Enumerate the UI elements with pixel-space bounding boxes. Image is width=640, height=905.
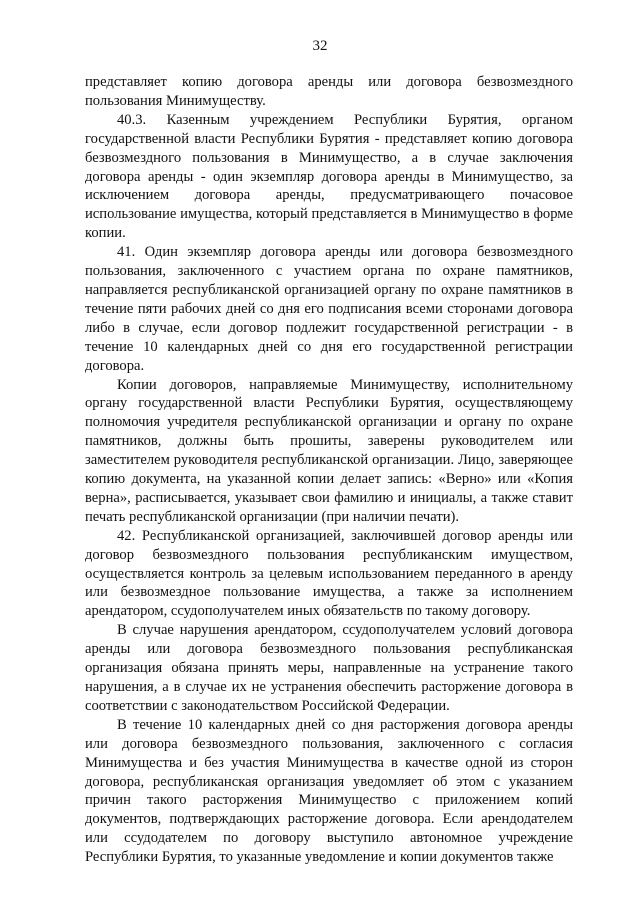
paragraph-clause-41: 41. Один экземпляр договора аренды или договора безвозмездного пользования, заключенного с участием органа по охране памятников, направляется республиканской организацией органу по охране памятников в течение пяти рабочих дней со дня его подписания всеми сторонами договора либо в случае, если договор подлежит государственной регистрации - в течение 10 календарных дней со дня его государственной регистрации договора. [85,244,573,374]
paragraph-clause-40-3: 40.3. Казенным учреждением Республики Бурятия, органом государственной власти Республики Бурятия - представляет копию договора безвозмездного пользования в Минимущество, а в случае заключения договора аренды - один экземпляр договора аренды в Минимущество, за исключением договора аренды, предусматривающего почасовое использование имущества, который представляется в Минимущество в форме копии. [85,111,573,242]
paragraph-copies-certification: Копии договоров, направляемые Минимуществу, исполнительному органу государственной власти Республики Бурятия, осуществляющему полномочия учредителя республиканской организации и органу по охране памятников, должны быть прошиты, заверены руководителем или заместителем руководителя республиканской организации. Лицо, заверяющее копию документа, на указанной копии делает запись: «Верно» или «Копия верна», расписывается, указывает свои фамилию и инициалы, а также ставит печать республиканской организации (при наличии печати). [85,376,573,525]
document-body [85,73,573,867]
paragraph-clause-42: 42. Республиканской организацией, заключившей договор аренды или договор безвозмездного пользования республиканским имуществом, осуществляется контроль за целевым использованием переданного в аренду или безвозмездное пользование имущества, а также за исполнением арендатором, ссудополучателем иных обязательств по такому договору. [85,527,573,620]
paragraph-continuation: представляет копию договора аренды или договора безвозмездного пользования Минимуществу. [85,74,573,109]
page-number: 32 [312,38,328,54]
paragraph-termination-notice: В течение 10 календарных дней со дня расторжения договора аренды или договора безвозмездного пользования, заключенного с согласия Минимущества и без участия Минимущества в качестве одной из сторон договора, республиканская организация уведомляет об этом с указанием причин такого расторжения Минимущество с приложением копий документов, подтверждающих расторжение договора. Если арендодателем или ссудодателем по договору выступило автономное учреждение Республики Бурятия, то указанные уведомление и копии документов также [85,716,573,866]
paragraph-violation-measures: В случае нарушения арендатором, ссудополучателем условий договора аренды или договора безвозмездного пользования республиканская организация обязана принять меры, направленные на устранение такого нарушения, а в случае их не устранения обеспечить расторжение договора в соответствии с законодательством Российской Федерации. [85,622,573,714]
